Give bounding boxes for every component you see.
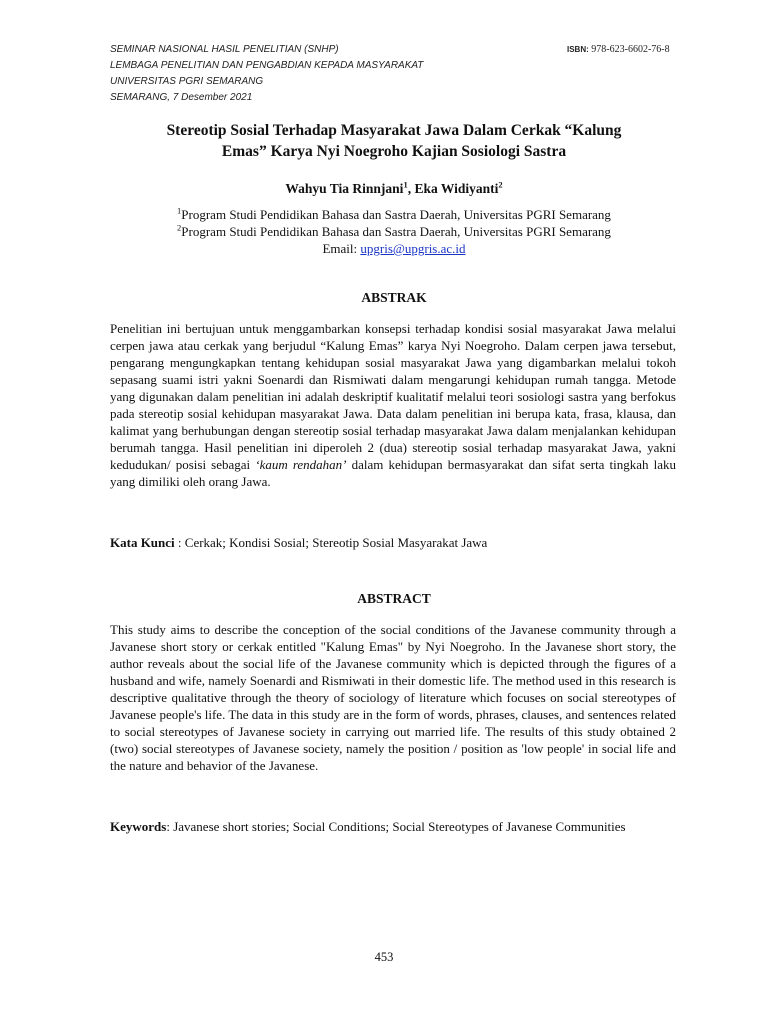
abstrak-heading: ABSTRAK — [361, 290, 427, 305]
author-2: Eka Widiyanti — [414, 181, 499, 196]
abstrak-text-2: dalam kehidupan bermasyarakat dan sifat serta tingkah laku yang dimiliki oleh orang Jawa. — [110, 457, 676, 489]
abstract-heading: ABSTRACT — [357, 591, 431, 606]
isbn — [567, 42, 670, 58]
email-line — [110, 240, 678, 257]
abstrak-text-1: Penelitian ini bertujuan untuk menggambarkan konsepsi terhadap kondisi sosial masyarakat Jawa melalui cerpen jawa atau cerkak yang berjudul “Kalung Emas” karya Nyi Noegroho. Dalam cerpen jawa tersebut, pengarang mengungkapkan tentang kehidupan sosial masyarakat Jawa yang digambarkan melalui tokoh sepasang suami istri yakni Soenardi dan Rismiwati dalam mengarungi kehidupan rumah tangga. Metode yang digunakan dalam penelitian ini adalah deskriptif kualitatif melalui teori sosiologi sastra yang berfokus pada stereotip sosial kehidupan masyarakat Jawa. Data dalam penelitian ini berupa kata, frasa, klausa, dan kalimat yang berhubungan dengan stereotip sosial terhadap masyarakat Jawa dalam menjalankan kehidupan berumah tangga. Hasil penelitian ini diperoleh 2 (dua) stereotip sosial terhadap masyarakat Jawa, yakni kedudukan/ posisi sebagai — [110, 321, 676, 472]
author-1-sup: 1 — [403, 179, 408, 190]
header-line-university: UNIVERSITAS PGRI SEMARANG — [110, 76, 264, 87]
header-line-institute: LEMBAGA PENELITIAN DAN PENGABDIAN KEPADA MASYARAKAT — [110, 60, 424, 71]
affiliation-1-sup: 1 — [177, 205, 182, 216]
abstract-body — [110, 621, 676, 774]
author-1: Wahyu Tia Rinnjani — [285, 181, 404, 196]
page-number: 453 — [374, 950, 394, 964]
affiliation-1-text: Program Studi Pendidikan Bahasa dan Sastra Daerah, Universitas PGRI Semarang — [181, 207, 611, 222]
abstract-text: This study aims to describe the conception of the social conditions of the Javanese community through a Javanese short story or cerkak entitled "Kalung Emas" by Nyi Noegroho. In the Javanese short story, the author reveals about the social life of the Javanese community which is depicted through the figures of a husband and wife, namely Soenardi and Rismiwati in their domestic life. The method used in this research is descriptive qualitative through the theory of sociology of literature which focuses on social stereotypes of Javanese people's life. The data in this study are in the form of words, phrases, clauses, and sentences related to social stereotypes of Javanese society in carrying out married life. The results of this study obtained 2 (two) social stereotypes of Javanese society, namely the position / position as 'low people' in social life and the nature and behavior of the Javanese. — [110, 622, 676, 773]
abstrak-body — [110, 320, 676, 490]
affiliation-1 — [110, 206, 678, 223]
author-2-sup: 2 — [498, 179, 503, 190]
header-line-date: SEMARANG, 7 Desember 2021 — [110, 92, 253, 103]
keywords-text: : Javanese short stories; Social Conditions; Social Stereotypes of Javanese Communities — [166, 819, 626, 834]
keywords — [110, 818, 676, 835]
kata-kunci-label: Kata Kunci — [110, 535, 175, 550]
affiliation-2-sup: 2 — [177, 222, 182, 233]
isbn-value: 978-623-6602-76-8 — [588, 44, 670, 55]
keywords-label: Keywords — [110, 819, 167, 834]
affiliations — [110, 206, 678, 257]
authors — [110, 180, 678, 198]
abstrak-text-italic: ‘kaum rendahan’ — [255, 457, 347, 472]
affiliation-2-text: Program Studi Pendidikan Bahasa dan Sastra Daerah, Universitas PGRI Semarang — [181, 224, 611, 239]
header-line-conference: SEMINAR NASIONAL HASIL PENELITIAN (SNHP) — [110, 44, 339, 55]
author-separator: , — [407, 181, 415, 196]
isbn-label: ISBN: — [567, 45, 589, 54]
email-label: Email: — [322, 241, 361, 256]
email-link[interactable]: upgris@upgris.ac.id — [360, 241, 466, 256]
title-line-1: Stereotip Sosial Terhadap Masyarakat Jawa Dalam Cerkak “Kalung — [166, 122, 622, 139]
kata-kunci-text: : Cerkak; Kondisi Sosial; Stereotip Sosial Masyarakat Jawa — [174, 535, 488, 550]
kata-kunci — [110, 534, 676, 551]
paper-title — [110, 120, 678, 162]
affiliation-2 — [110, 223, 678, 240]
title-line-2: Emas” Karya Nyi Noegroho Kajian Sosiologi Sastra — [221, 143, 567, 160]
